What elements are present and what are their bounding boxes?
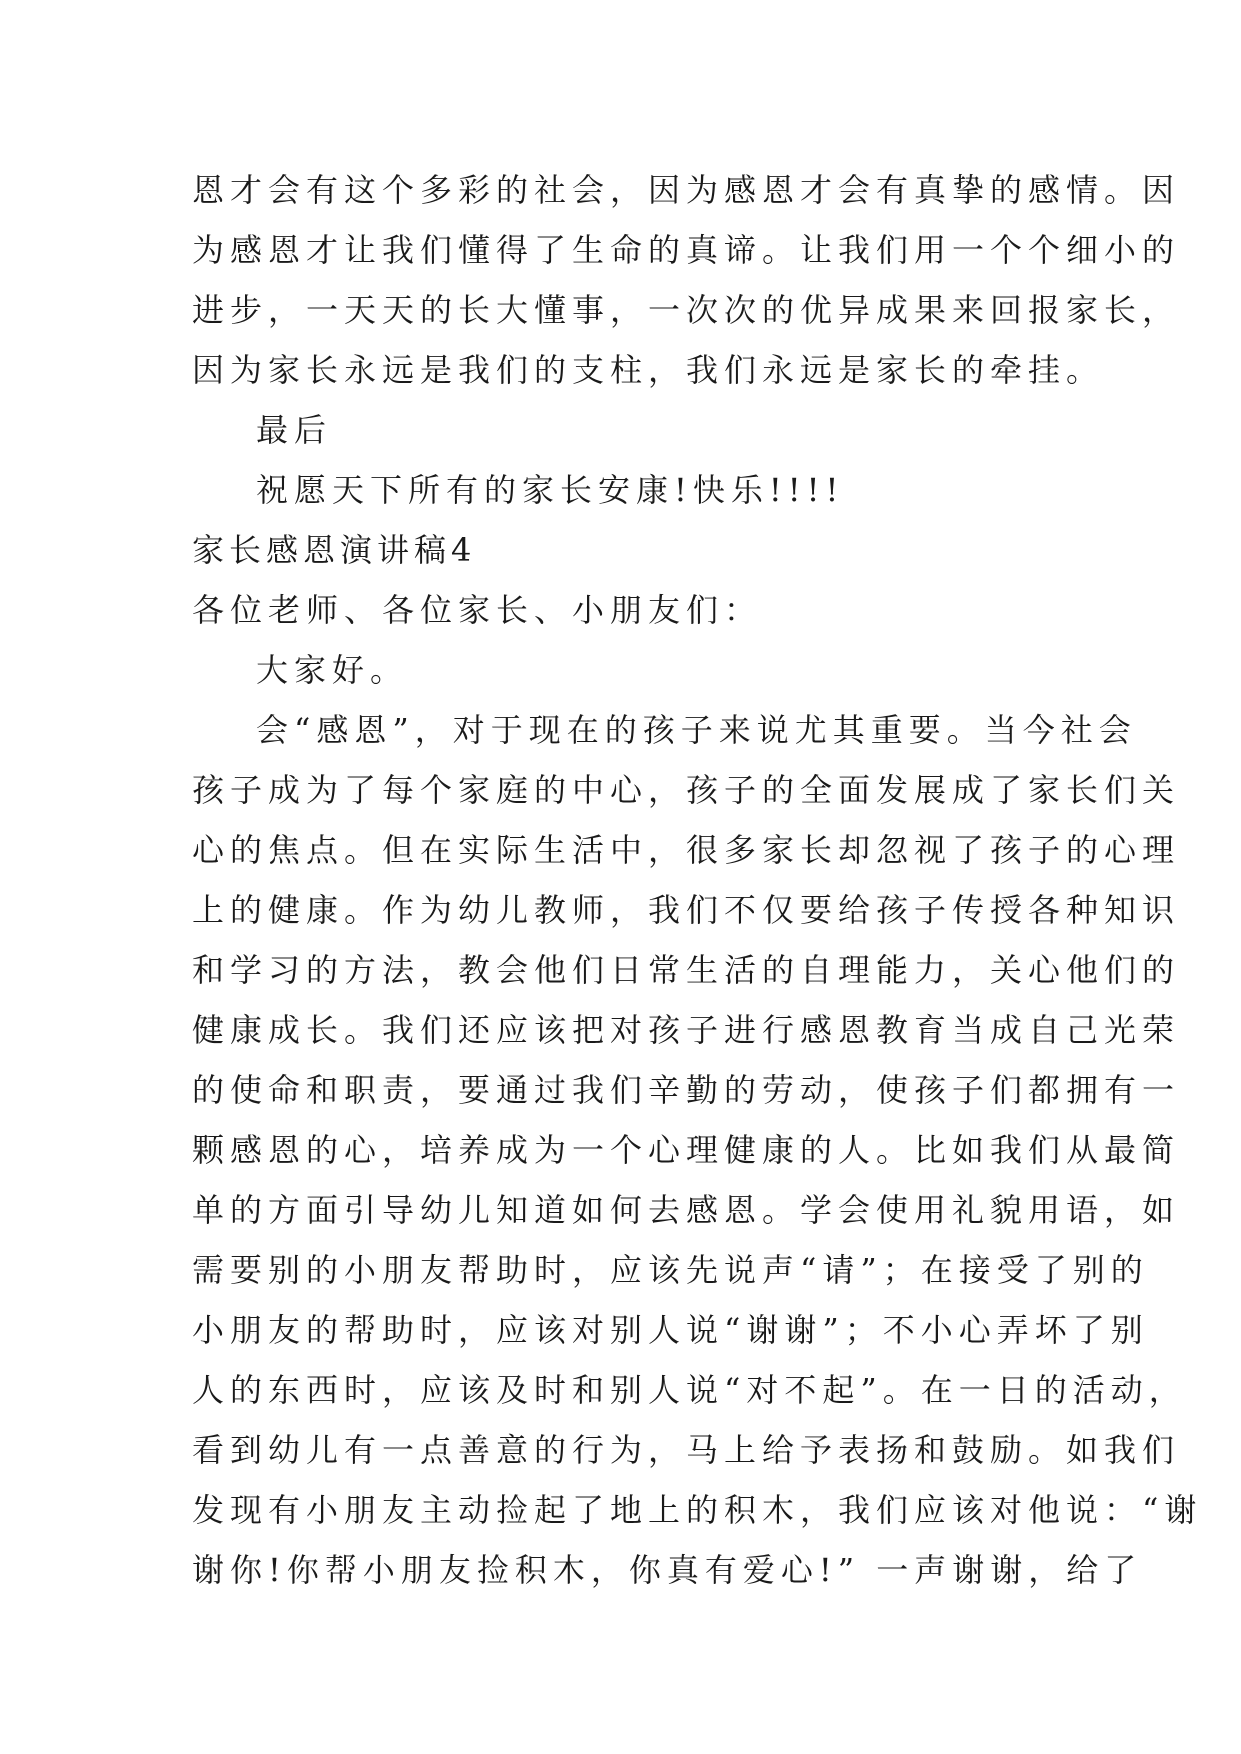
closing-last: 最后 (256, 411, 333, 449)
greeting: 大家好。 (256, 651, 409, 689)
paragraph-line: 小朋友的帮助时，应该对别人说“谢谢”；不小心弄坏了别 (192, 1311, 1149, 1349)
paragraph-line: 单的方面引导幼儿知道如何去感恩。学会使用礼貌用语，如 (192, 1191, 1181, 1229)
paragraph-line: 健康成长。我们还应该把对孩子进行感恩教育当成自己光荣 (192, 1011, 1181, 1049)
paragraph-line: 上的健康。作为幼儿教师，我们不仅要给孩子传授各种知识 (192, 891, 1181, 929)
paragraph-line: 需要别的小朋友帮助时，应该先说声“请”；在接受了别的 (192, 1251, 1149, 1289)
paragraph-line: 和学习的方法，教会他们日常生活的自理能力，关心他们的 (192, 951, 1181, 989)
paragraph-line: 看到幼儿有一点善意的行为，马上给予表扬和鼓励。如我们 (192, 1431, 1181, 1469)
paragraph-line: 谢你!你帮小朋友捡积木，你真有爱心!” 一声谢谢，给了 (192, 1551, 1143, 1589)
paragraph-line: 为感恩才让我们懂得了生命的真谛。让我们用一个个细小的 (192, 231, 1181, 269)
paragraph-line: 因为家长永远是我们的支柱，我们永远是家长的牵挂。 (192, 351, 1105, 389)
closing-wish: 祝愿天下所有的家长安康!快乐!!!! (256, 471, 845, 509)
section-title: 家长感恩演讲稿4 (192, 531, 477, 569)
paragraph-line: 会“感恩”，对于现在的孩子来说尤其重要。当今社会 (256, 711, 1137, 749)
paragraph-line: 进步，一天天的长大懂事，一次次的优异成果来回报家长， (192, 291, 1181, 329)
paragraph-line: 孩子成为了每个家庭的中心，孩子的全面发展成了家长们关 (192, 771, 1181, 809)
paragraph-line: 的使命和职责，要通过我们辛勤的劳动，使孩子们都拥有一 (192, 1071, 1181, 1109)
paragraph-line: 恩才会有这个多彩的社会，因为感恩才会有真挚的感情。因 (192, 171, 1181, 209)
paragraph-line: 心的焦点。但在实际生活中，很多家长却忽视了孩子的心理 (192, 831, 1181, 869)
salutation: 各位老师、各位家长、小朋友们： (192, 591, 763, 629)
paragraph-line: 人的东西时，应该及时和别人说“对不起”。在一日的活动， (192, 1371, 1187, 1409)
paragraph-line: 颗感恩的心，培养成为一个心理健康的人。比如我们从最简 (192, 1131, 1181, 1169)
paragraph-line: 发现有小朋友主动捡起了地上的积木，我们应该对他说：“谢 (192, 1491, 1203, 1529)
document-body (192, 160, 1203, 1600)
